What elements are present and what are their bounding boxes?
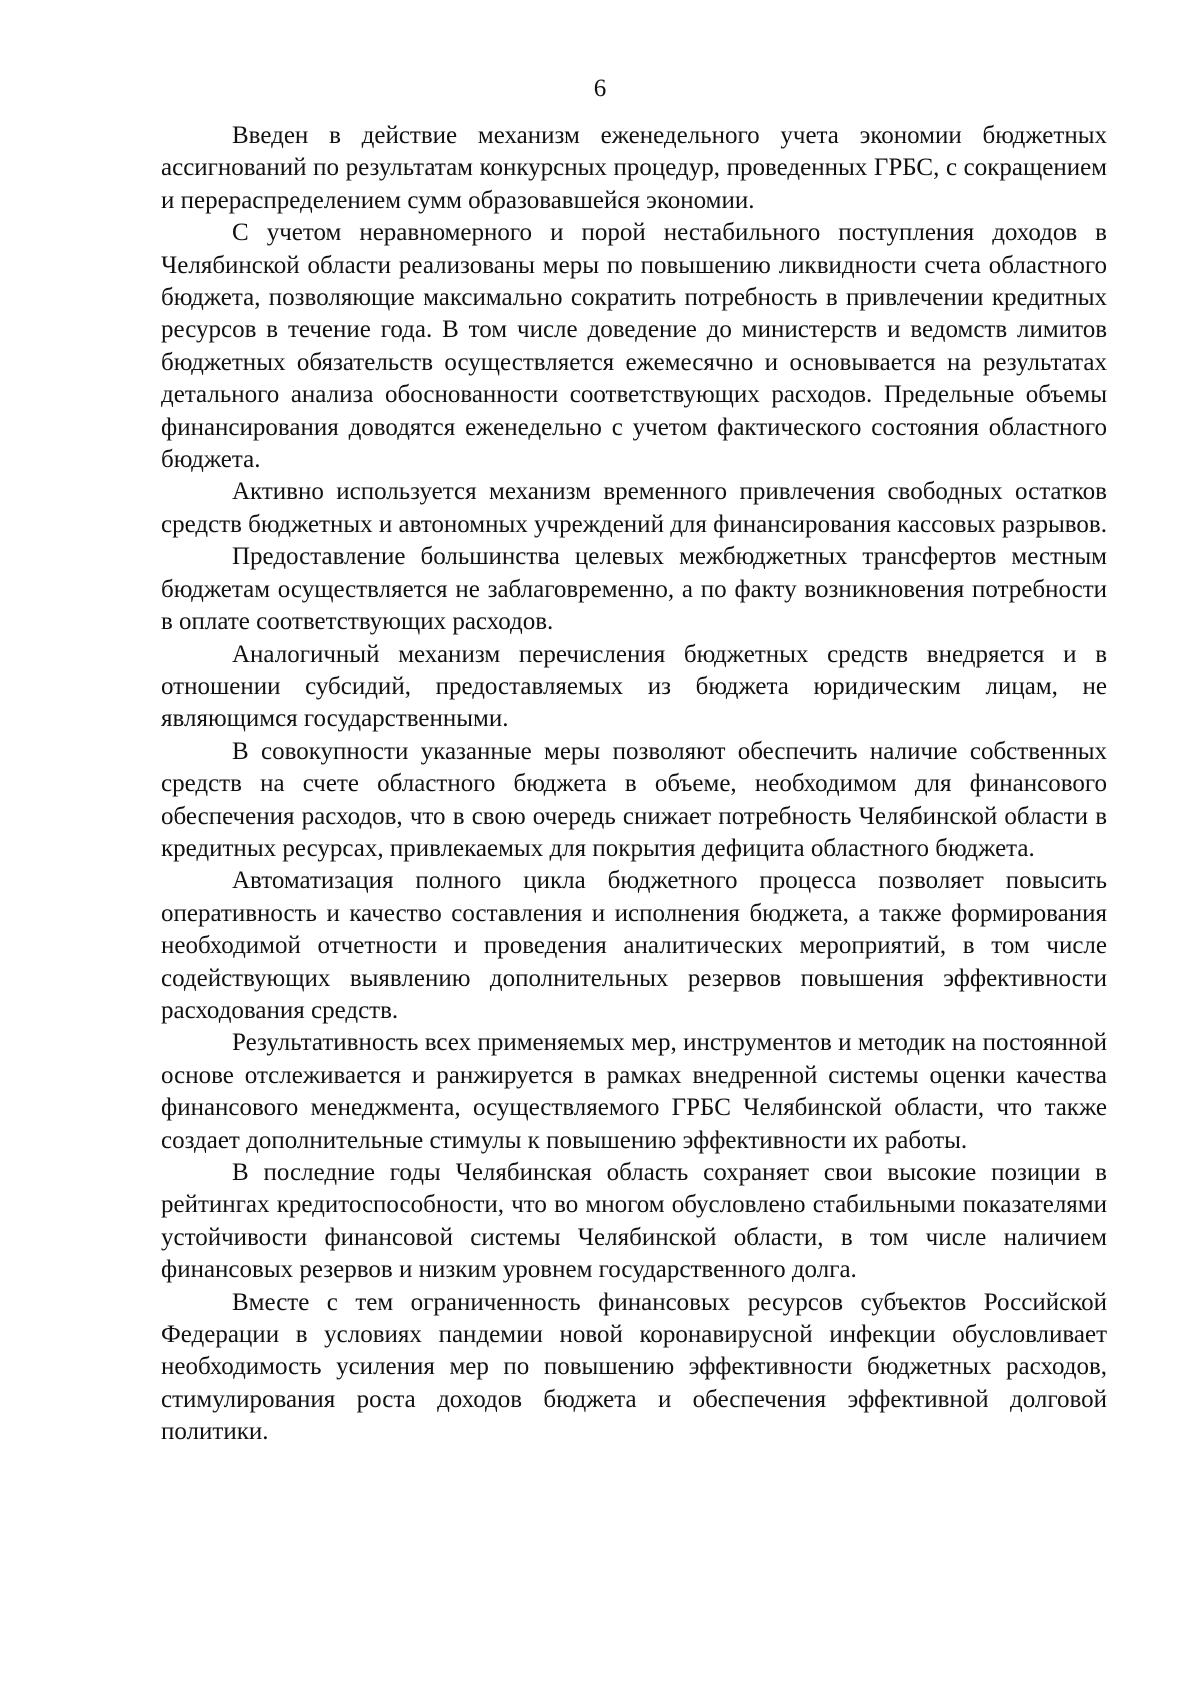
paragraph-8: Результативность всех применяемых мер, инструментов и методик на постоянной основе отслеживается и ранжируется в рамках внедренной системы оценки качества финансового менеджмента, осуществляемого ГРБС Челябинской области, что также создает дополнительные стимулы к повышению эффективности их работы.	[161, 1029, 1107, 1154]
paragraph-5: Аналогичный механизм перечисления бюджетных средств внедряется и в отношении субсидий, предоставляемых из бюджета юридическим лицам, не являющимся государственными.	[161, 640, 1107, 733]
paragraph-1: Введен в действие механизм еженедельного учета экономии бюджетных ассигнований по результатам конкурсных процедур, проведенных ГРБС, с сокращением и перераспределением сумм образовавшейся экономии.	[161, 122, 1107, 214]
paragraph-6: В совокупности указанные меры позволяют обеспечить наличие собственных средств на счете областного бюджета в объеме, необходимом для финансового обеспечения расходов, что в свою очередь снижает потребность Челябинской области в кредитных ресурсах, привлекаемых для покрытия дефицита областного бюджета.	[161, 737, 1107, 862]
paragraph-9: В последние годы Челябинская область сохраняет свои высокие позиции в рейтингах кредитоспособности, что во многом обусловлено стабильными показателями устойчивости финансовой системы Челябинской области, в том числе наличием финансовых резервов и низким уровнем государственного долга.	[161, 1159, 1107, 1284]
page-number: 6	[593, 75, 607, 102]
paragraph-7: Автоматизация полного цикла бюджетного процесса позволяет повысить оперативность и качество составления и исполнения бюджета, а также формирования необходимой отчетности и проведения аналитических мероприятий, в том числе содействующих выявлению дополнительных резервов повышения эффективности расходования средств.	[161, 867, 1107, 1024]
document-body	[161, 120, 1107, 1449]
paragraph-4: Предоставление большинства целевых межбюджетных трансфертов местным бюджетам осуществляется не заблаговременно, а по факту возникновения потребности в оплате соответствующих расходов.	[161, 543, 1107, 636]
paragraph-10: Вместе с тем ограниченность финансовых ресурсов субъектов Российской Федерации в условиях пандемии новой коронавирусной инфекции обусловливает необходимость усиления мер по повышению эффективности бюджетных расходов, стимулирования роста доходов бюджета и обеспечения эффективной долговой политики.	[161, 1288, 1107, 1446]
paragraph-2: С учетом неравномерного и порой нестабильного поступления доходов в Челябинской области реализованы меры по повышению ликвидности счета областного бюджета, позволяющие максимально сократить потребность в привлечении кредитных ресурсов в течение года. В том числе доведение до министерств и ведомств лимитов бюджетных обязательств осуществляется ежемесячно и основывается на результатах детального анализа обоснованности соответствующих расходов. Предельные объемы финансирования доводятся еженедельно с учетом фактического состояния областного бюджета.	[161, 219, 1107, 474]
paragraph-3: Активно используется механизм временного привлечения свободных остатков средств бюджетных и автономных учреждений для финансирования кассовых разрывов.	[161, 478, 1107, 538]
